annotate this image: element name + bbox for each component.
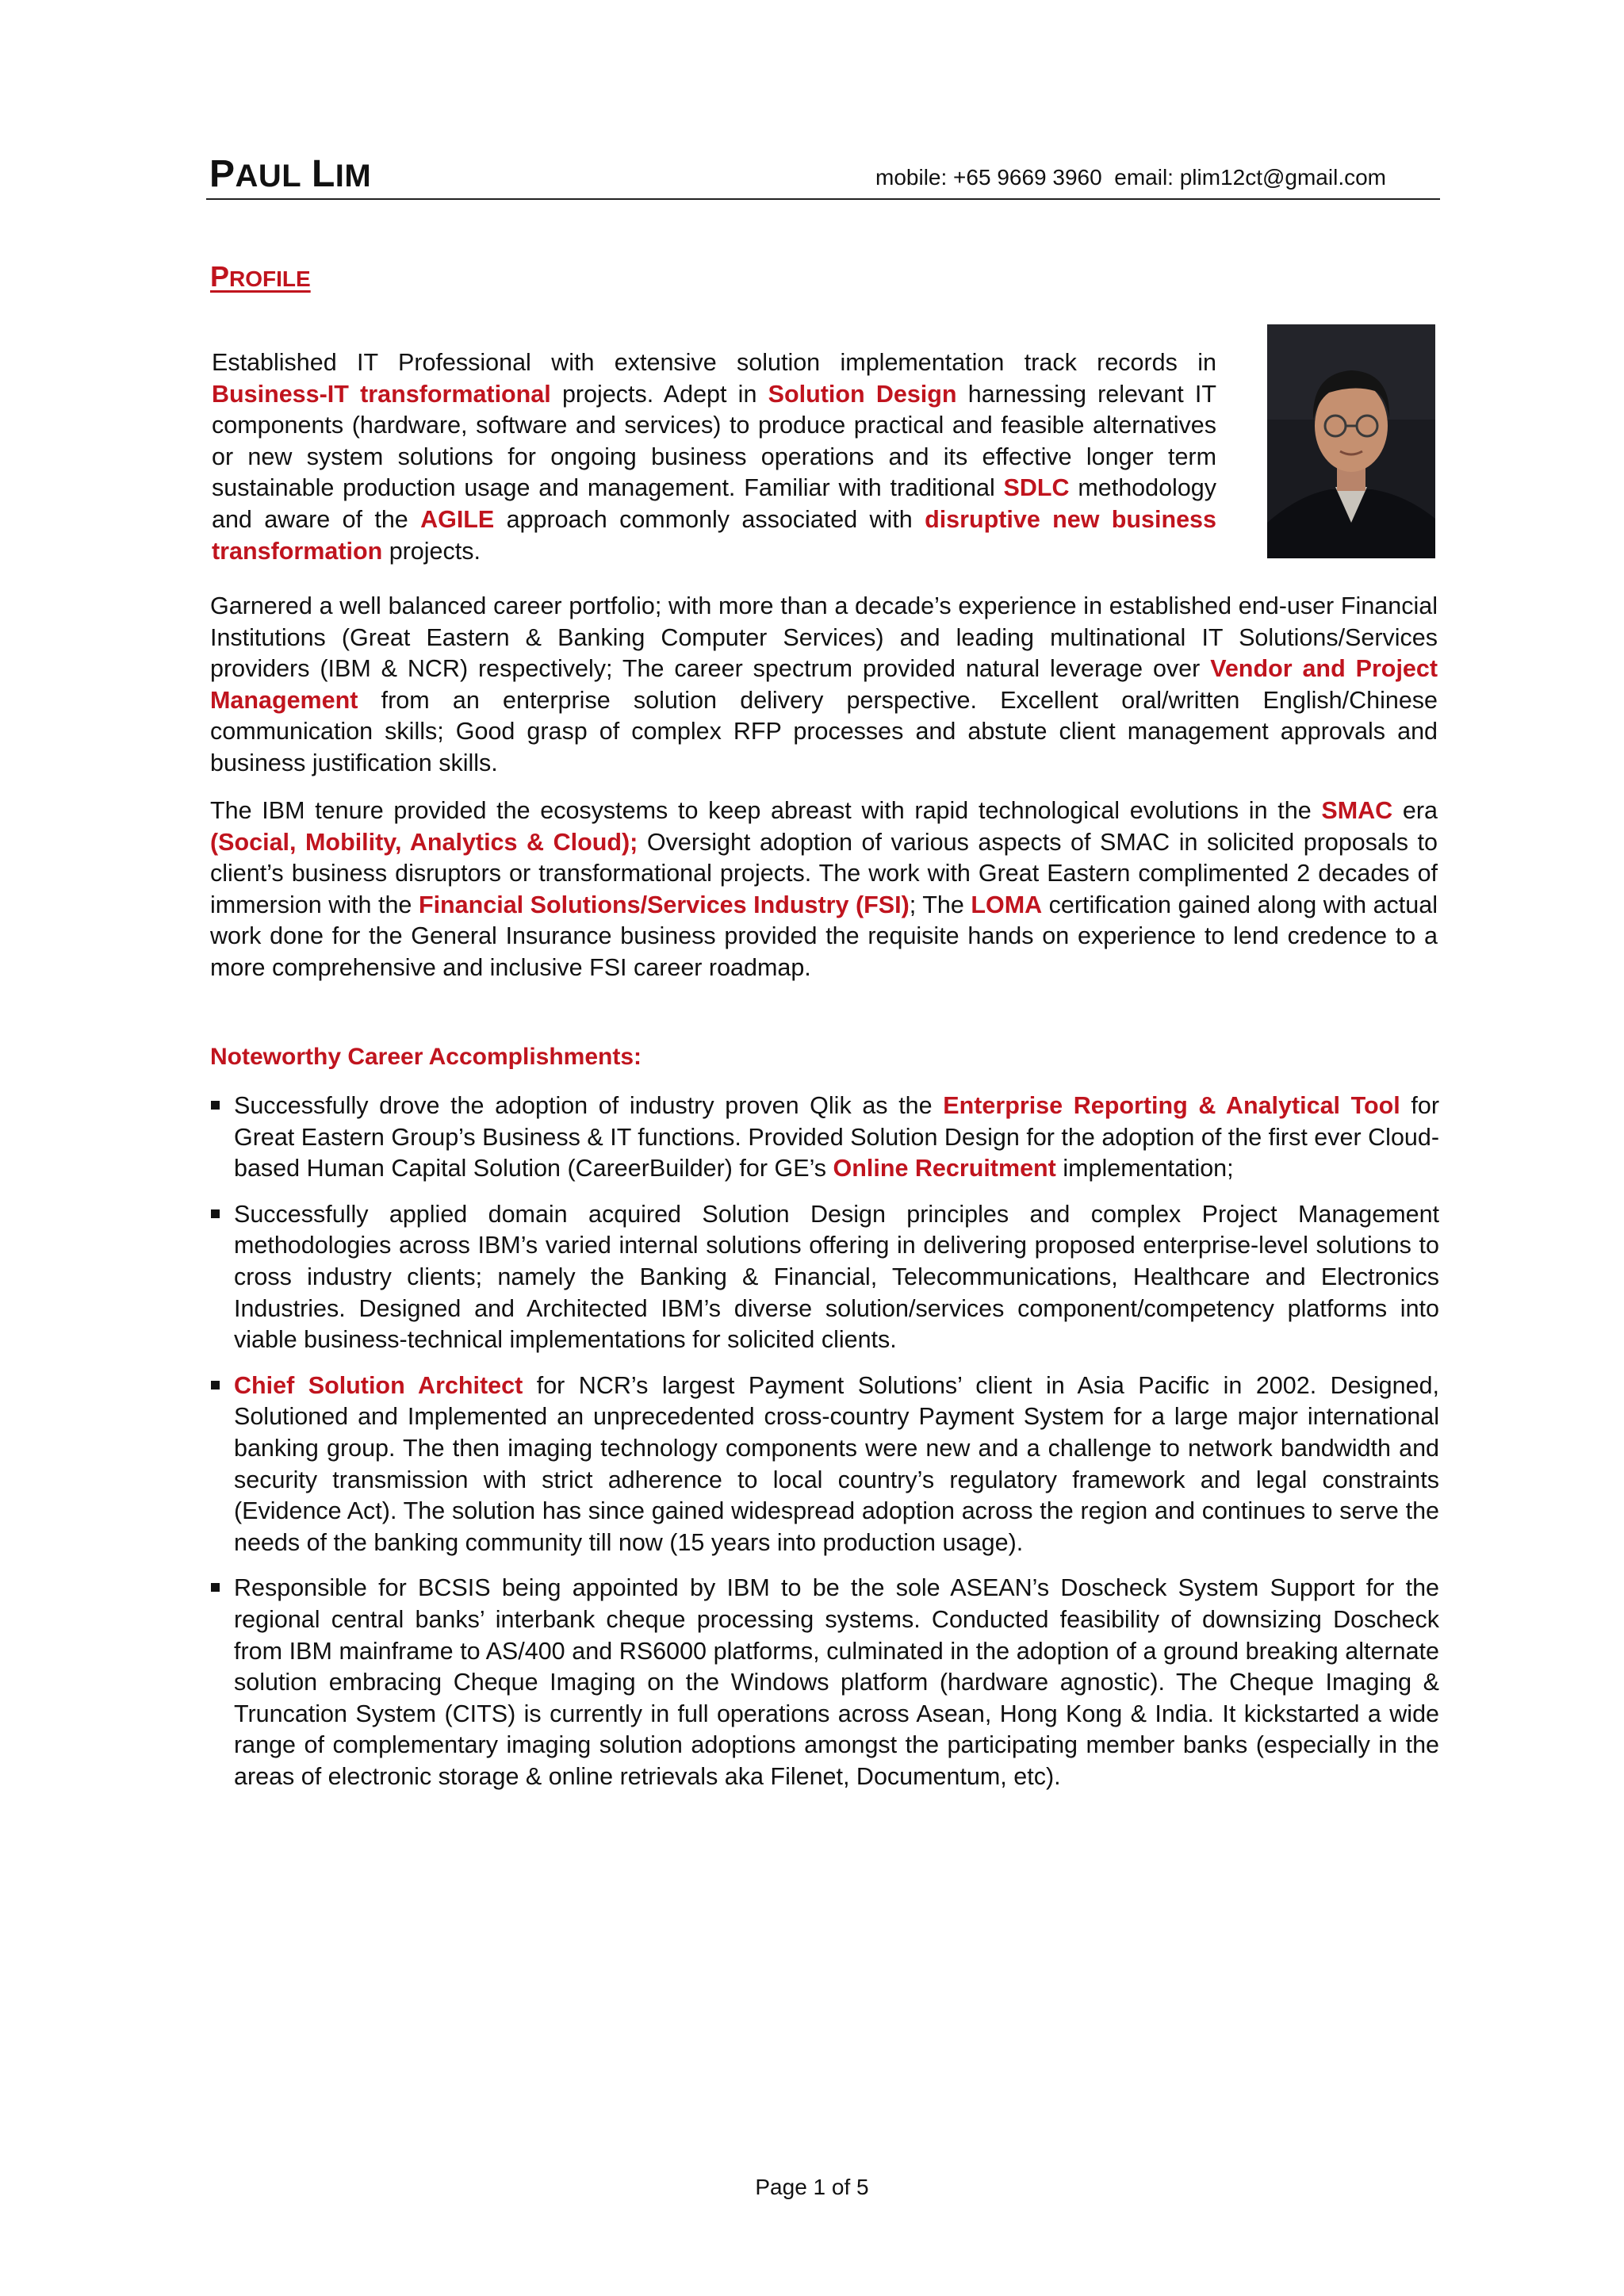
list-item: Responsible for BCSIS being appointed by IBM to be the sole ASEAN’s Doscheck System Support for the regional central banks’ interbank cheque processing systems. Conducted feasibility of downsizing Doscheck from IBM mainframe to AS/400 and RS6000 platforms, culminated in the adoption of a ground breaking alternate solution embracing Cheque Imaging on the Windows platform (hardware agnostic). The Cheque Imaging & Truncation System (CITS) is currently in full operations across Asean, Hong Kong & India. It kickstarted a wide range of complementary imaging solution adoptions amongst the participating member banks (especially in the areas of electronic storage & online retrievals aka Filenet, Documentum, etc). [208, 1573, 1439, 1792]
profile-photo [1267, 324, 1435, 558]
profile-heading: PROFILE [210, 260, 311, 293]
list-item: Chief Solution Architect for NCR’s largest Payment Solutions’ client in Asia Pacific in 2002. Designed, Solutioned and Implemented an unprecedented cross-country Payment System for a large major international banking group. The then imaging technology components were new and a challenge to network bandwidth and security transmission with strict adherence to local country’s regulatory framework and legal constraints (Evidence Act). The solution has since gained widespread adoption across the region and continues to serve the needs of the banking community till now (15 years into production usage). [208, 1370, 1439, 1559]
list-item: Successfully drove the adoption of industry proven Qlik as the Enterprise Reporting & Analytical Tool for Great Eastern Group’s Business & IT functions. Provided Solution Design for the adoption of the first ever Cloud-based Human Capital Solution (CareerBuilder) for GE’s Online Recruitment implementation; [208, 1091, 1439, 1185]
candidate-name: PAUL LIM [209, 153, 372, 195]
profile-paragraph-3: The IBM tenure provided the ecosystems to keep abreast with rapid technological evolutions in the SMAC era (Social, Mobility, Analytics & Cloud); Oversight adoption of various aspects of SMAC in solicited proposals to client’s business disruptors or transformational projects. The work with Great Eastern complimented 2 decades of immersion with the Financial Solutions/Services Industry (FSI); The LOMA certification gained along with actual work done for the General Insurance business provided the requisite hands on experience to lend credence to a more comprehensive and inclusive FSI career roadmap. [210, 797, 1438, 981]
square-bullet-icon [211, 1101, 220, 1110]
person-portrait-icon [1267, 324, 1435, 558]
profile-paragraph-2: Garnered a well balanced career portfolio; with more than a decade’s experience in established end-user Financial Institutions (Great Eastern & Banking Computer Services) and leading multinational IT Solutions/Services providers (IBM & NCR) respectively; The career spectrum provided natural leverage over Vendor and Project Management from an enterprise solution delivery perspective. Excellent oral/written English/Chinese communication skills; Good grasp of complex RFP processes and abstute client management approvals and business justification skills. [210, 592, 1438, 776]
page-number: Page 1 of 5 [755, 2175, 869, 2199]
resume-header [206, 149, 1440, 200]
accomplishments-heading: Noteworthy Career Accomplishments: [210, 1044, 642, 1070]
square-bullet-icon [211, 1381, 220, 1389]
accomplishments-list [208, 1091, 1439, 1807]
list-item: Successfully applied domain acquired Solution Design principles and complex Project Management methodologies across IBM’s varied internal solutions offering in delivering proposed enterprise-level solutions to cross industry clients; namely the Banking & Financial, Telecommunications, Healthcare and Electronics Industries. Designed and Architected IBM’s diverse solution/services component/competency platforms into viable business-technical implementations for solicited clients. [208, 1199, 1439, 1356]
contact-info: mobile: +65 9669 3960 email: plim12ct@gmail.com [875, 165, 1386, 190]
square-bullet-icon [211, 1583, 220, 1592]
profile-paragraph-1: Established IT Professional with extensive solution implementation track records in Business-IT transformational projects. Adept in Solution Design harnessing relevant IT components (hardware, software and services) to produce practical and feasible alternatives or new system solutions for ongoing business operations and its effective longer term sustainable production usage and management. Familiar with traditional SDLC methodology and aware of the AGILE approach commonly associated with disruptive new business transformation projects. [212, 349, 1217, 565]
square-bullet-icon [211, 1209, 220, 1218]
